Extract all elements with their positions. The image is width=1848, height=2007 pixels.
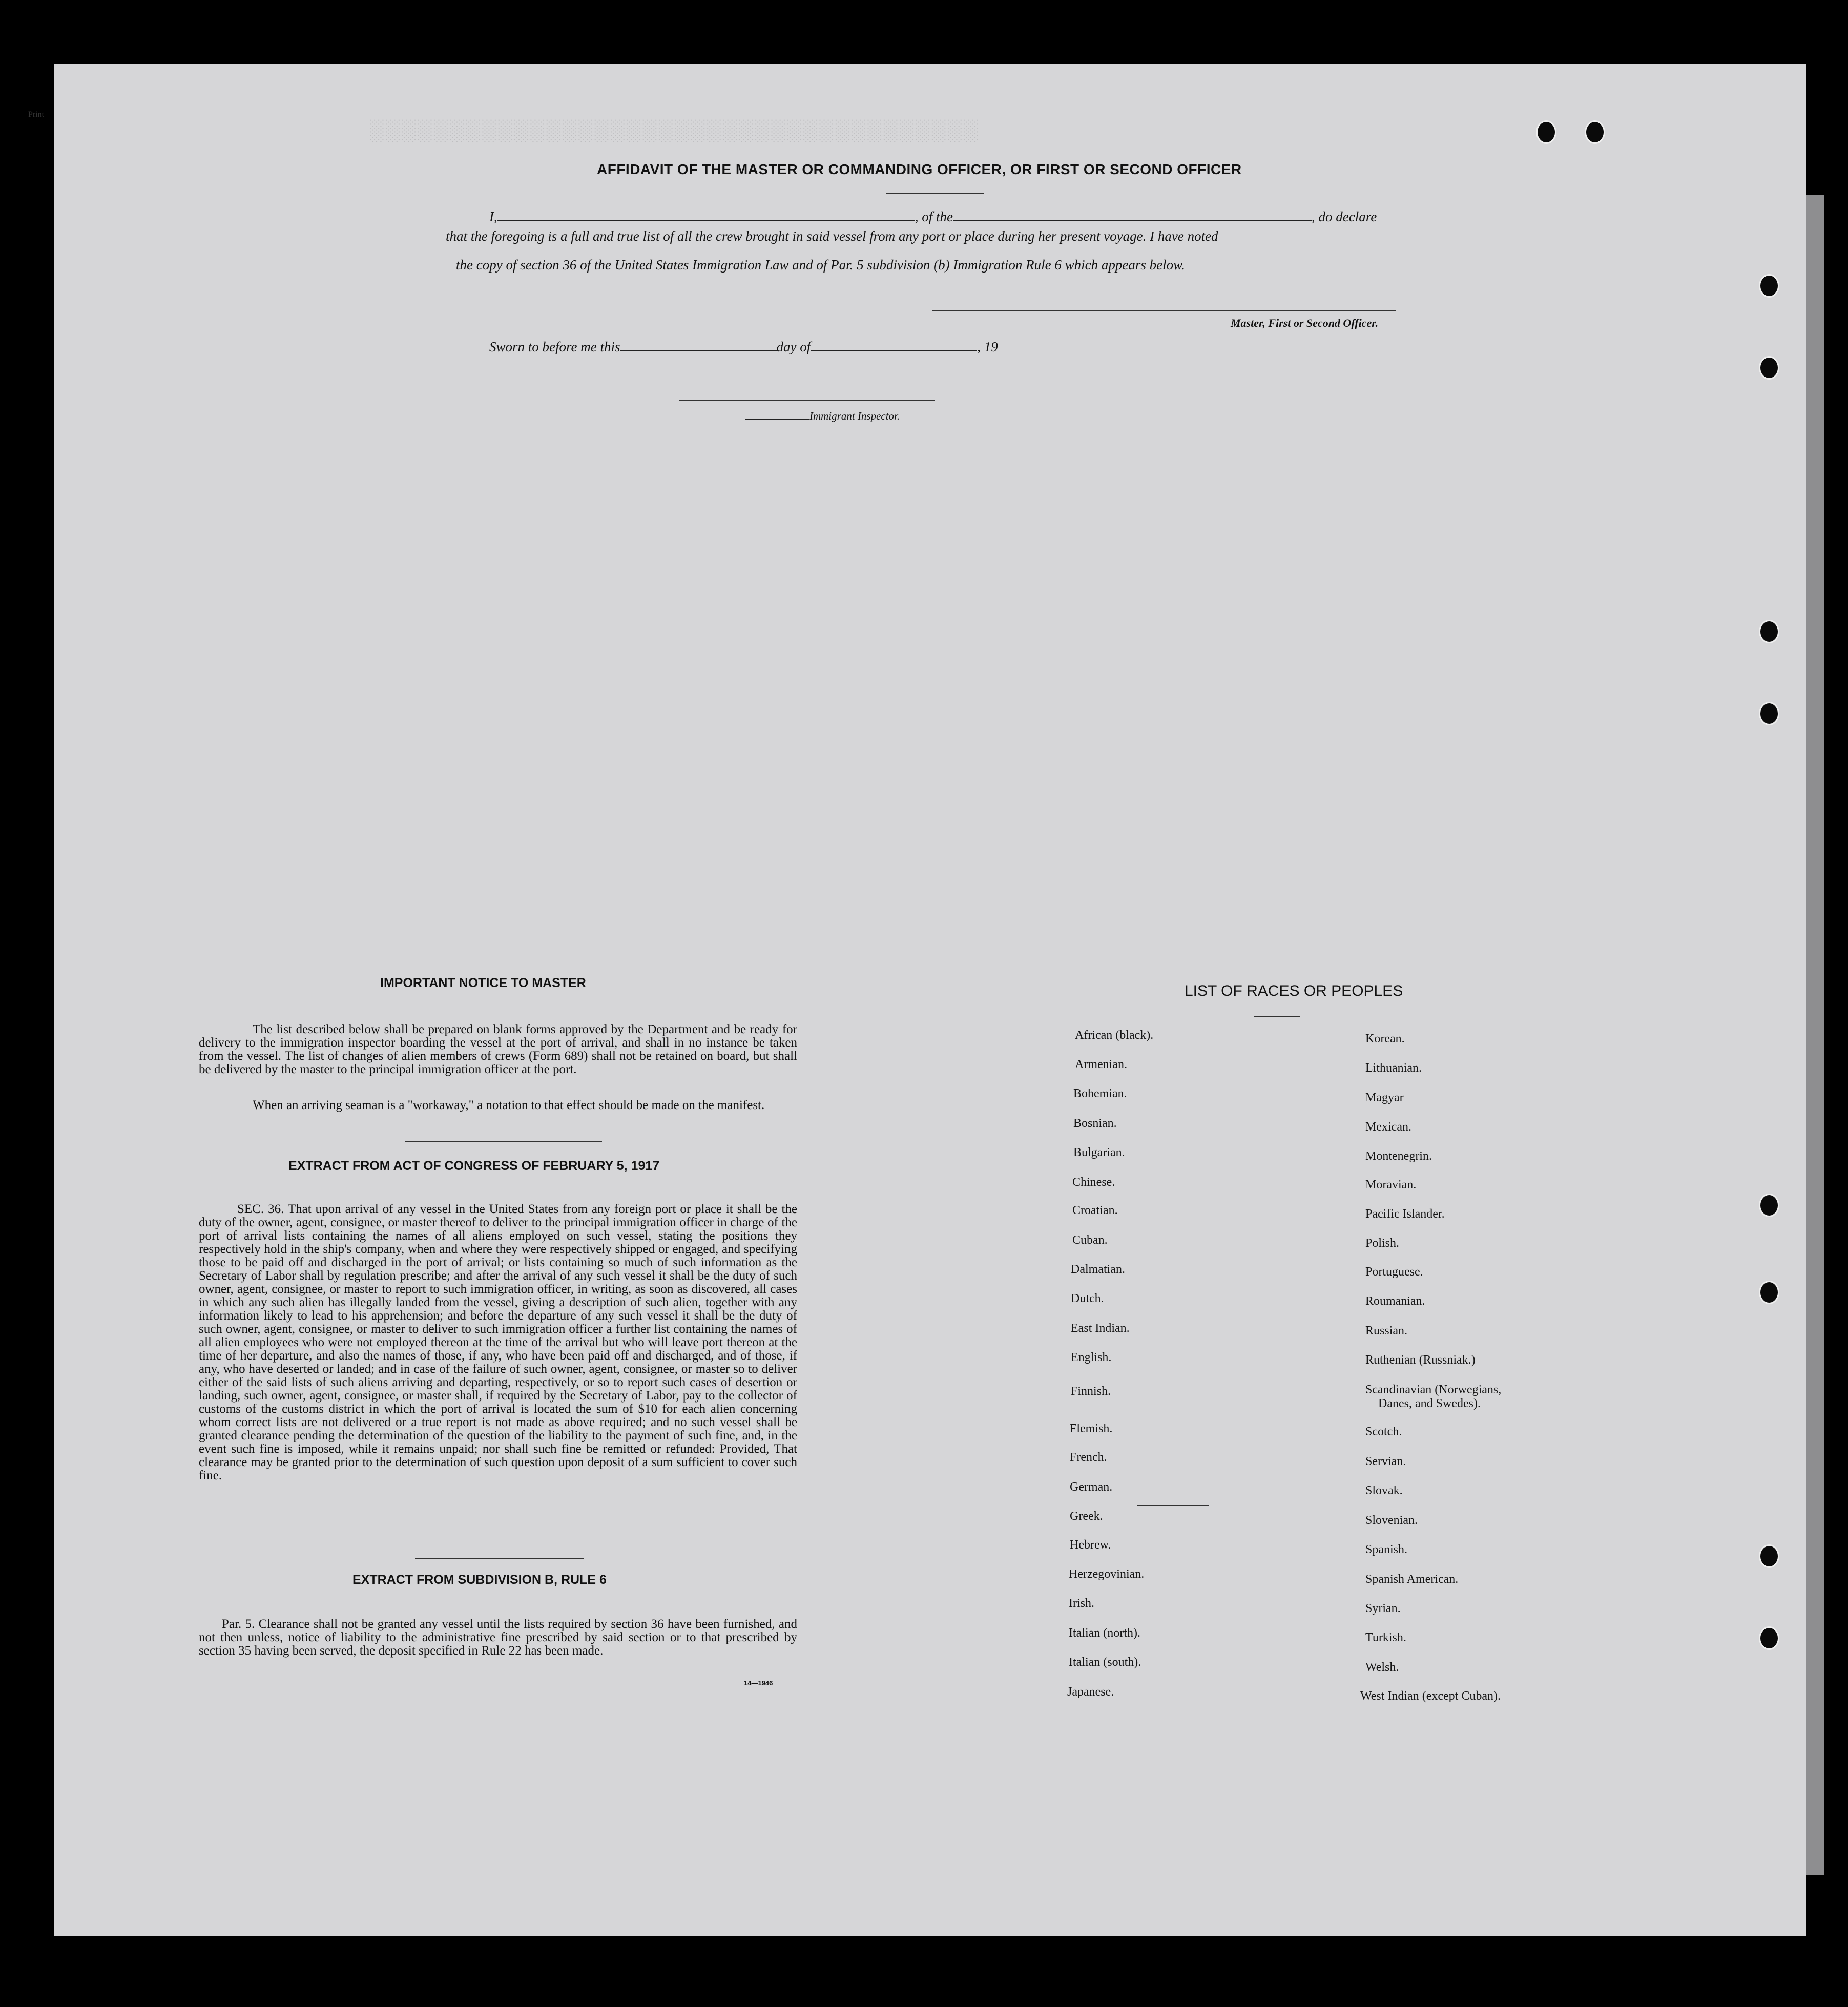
binder-hole-icon <box>1759 702 1779 725</box>
race-item: Japanese. <box>1067 1685 1114 1699</box>
race-item: German. <box>1070 1480 1113 1494</box>
bleed-through-text: ░░░░░░░░░░░░░░░░░░░░░░░░░░░░░░░░░░░░░░ <box>369 118 979 141</box>
sworn-month-field[interactable] <box>811 350 977 351</box>
race-item: West Indian (except Cuban). <box>1360 1689 1501 1703</box>
form-number: 14—1946 <box>744 1679 773 1687</box>
race-item: Hebrew. <box>1070 1538 1111 1552</box>
races-heading: LIST OF RACES OR PEOPLES <box>1185 982 1403 999</box>
race-item: English. <box>1071 1351 1112 1364</box>
do-declare-label: , do declare <box>1312 209 1377 224</box>
act-extract-text: SEC. 36. That upon arrival of any vessel in the United States from any foreign port or place it shall be the duty of the owner, agent, consignee, or master thereof to deliver to the principal immigration officer in charge of the port of arrival lists containing the names of all aliens employed on such vessel, stating the positions they respectively hold in the ship's company, when and where they were respectively shipped or engaged, and specifying those to be paid off and discharged in the port of arrival; or lists containing so much of such information as the Secretary of Labor shall by regulation prescribe; and after the arrival of any such vessel it shall be the duty of such owner, agent, consignee, or master to report to such immigration officer, in writing, as soon as discovered, all cases in which any such alien has illegally landed from the vessel, giving a description of such alien, together with any information likely to lead to his apprehension; and before the departure of any such vessel it shall be the duty of such owner, agent, consignee, or master to deliver to such immigration officer a further list containing the names of all alien employees who were not employed thereon at the time of the arrival but who will leave port thereon at the time of her departure, and also the names of those, if any, who have been paid off and discharged, and of those, if any, who have deserted or landed; and in case of the failure of such owner, agent, consignee, or master so to deliver either of the said lists of such aliens arriving and departing, respectively, or so to report such cases of desertion or landing, such owner, agent, consignee, or master shall, if required by the Secretary of Labor, pay to the collector of customs of the customs district in which the port of arrival is located the sum of $10 for each alien concerning whom correct lists are not delivered or a true report is not made as above required; and no such vessel shall be granted clearance pending the determination of the question of the liability to the payment of such fine, and, in the event such fine is imposed, while it remains unpaid; nor shall such fine be remitted or refunded: Provided, That clearance may be granted prior to the determination of such question upon deposit of a sum sufficient to cover such fine. <box>199 1202 797 1482</box>
of-the-label: , of the <box>915 209 953 224</box>
declarant-prefix: I, <box>489 209 497 224</box>
declaration-line-2: that the foregoing is a full and true list of all the crew brought in said vessel from any port or place during her present voyage. I have noted <box>446 228 1218 244</box>
race-item: East Indian. <box>1071 1322 1130 1335</box>
notice-paragraph-1: The list described below shall be prepared on blank forms approved by the Department and be ready for delivery to the immigration inspector boarding the vessel at the port of arrival, and shall in no instance be taken from the vessel. The list of changes of alien members of crews (Form 689) shall not be retained on board, but shall be delivered by the master to the principal immigration officer at the port. <box>199 1022 797 1076</box>
divider <box>405 1141 602 1142</box>
signature-line[interactable] <box>932 310 1396 311</box>
notice-heading: IMPORTANT NOTICE TO MASTER <box>380 976 586 990</box>
race-item: Spanish American. <box>1365 1573 1459 1586</box>
adjacent-page-edge <box>1806 195 1824 1875</box>
inspector-caption <box>745 410 900 423</box>
race-item: Slovak. <box>1365 1484 1403 1497</box>
race-item: Mexican. <box>1365 1120 1411 1134</box>
race-item: Russian. <box>1365 1324 1408 1337</box>
divider <box>1254 1016 1300 1017</box>
sworn-prefix: Sworn to before me this <box>489 339 620 354</box>
race-item: Polish. <box>1365 1237 1400 1250</box>
race-item: Scandinavian (Norwegians, <box>1365 1383 1502 1396</box>
declaration-line-3: the copy of section 36 of the United States Immigration Law and of Par. 5 subdivision (b) Immigration Rule 6 which appears below. <box>456 257 1185 273</box>
inspector-caption-text: Immigrant Inspector. <box>809 410 900 422</box>
day-of-label: day of <box>776 339 811 354</box>
race-item: Roumanian. <box>1365 1294 1425 1308</box>
binder-hole-icon <box>1585 120 1605 144</box>
race-item: Portuguese. <box>1365 1265 1423 1279</box>
act-extract-heading: EXTRACT FROM ACT OF CONGRESS OF FEBRUARY 5, 1917 <box>288 1159 660 1173</box>
binder-hole-icon <box>1759 274 1779 298</box>
race-item: Croatian. <box>1072 1204 1118 1217</box>
binder-hole-icon <box>1759 1281 1779 1304</box>
race-item: Magyar <box>1365 1091 1404 1104</box>
race-item: Herzegovinian. <box>1069 1567 1145 1581</box>
race-item: Finnish. <box>1071 1385 1111 1398</box>
race-item: Italian (north). <box>1069 1626 1140 1640</box>
signature-caption: Master, First or Second Officer. <box>1231 317 1379 329</box>
declaration-line-1 <box>489 209 1377 225</box>
declarant-name-field[interactable] <box>497 220 915 221</box>
binder-hole-icon <box>1759 356 1779 380</box>
race-item: Irish. <box>1069 1597 1094 1610</box>
vessel-name-field[interactable] <box>953 220 1312 221</box>
year-prefix: , 19 <box>977 339 998 354</box>
race-item: Flemish. <box>1070 1422 1113 1435</box>
binder-hole-icon <box>1759 620 1779 643</box>
race-item: Danes, and Swedes). <box>1378 1397 1481 1410</box>
race-item: Korean. <box>1365 1032 1405 1046</box>
race-item: Bosnian. <box>1073 1117 1117 1130</box>
race-item: Servian. <box>1365 1455 1406 1468</box>
binder-hole-icon <box>1759 1626 1779 1650</box>
rule-extract-text: Par. 5. Clearance shall not be granted any vessel until the lists required by section 36 have been furnished, and not then unless, notice of liability to the administrative fine prescribed by said section or to that prescribed by section 35 having been served, the deposit specified in Rule 22 has been made. <box>199 1617 797 1658</box>
rule-extract-heading: EXTRACT FROM SUBDIVISION B, RULE 6 <box>352 1573 607 1587</box>
sworn-line <box>489 339 998 355</box>
race-item: Dalmatian. <box>1071 1263 1125 1276</box>
race-item: Scotch. <box>1365 1425 1402 1438</box>
race-item: Spanish. <box>1365 1543 1408 1556</box>
divider <box>415 1558 584 1559</box>
race-item: Ruthenian (Russniak.) <box>1365 1353 1476 1367</box>
race-item: Dutch. <box>1071 1292 1104 1305</box>
print-stamp: Print <box>28 110 45 119</box>
race-item: Welsh. <box>1365 1661 1399 1674</box>
race-item: Pacific Islander. <box>1365 1207 1445 1221</box>
inspector-prefix-line <box>745 418 809 420</box>
race-item: Lithuanian. <box>1365 1061 1422 1075</box>
binder-hole-icon <box>1759 1194 1779 1217</box>
binder-hole-icon <box>1759 1544 1779 1568</box>
race-item: Chinese. <box>1072 1176 1115 1189</box>
divider <box>886 193 984 194</box>
inspector-signature-line[interactable] <box>679 400 935 401</box>
race-item: Italian (south). <box>1069 1656 1141 1669</box>
race-item: Moravian. <box>1365 1178 1417 1191</box>
race-item: Cuban. <box>1072 1234 1108 1247</box>
affidavit-title: AFFIDAVIT OF THE MASTER OR COMMANDING OFFICER, OR FIRST OR SECOND OFFICER <box>597 161 1242 177</box>
race-item: Armenian. <box>1075 1058 1127 1071</box>
divider <box>1137 1505 1209 1506</box>
race-item: African (black). <box>1075 1029 1154 1042</box>
race-item: Bohemian. <box>1073 1087 1127 1100</box>
race-item: Greek. <box>1070 1510 1103 1523</box>
binder-hole-icon <box>1536 120 1556 144</box>
notice-paragraph-2: When an arriving seaman is a "workaway," a notation to that effect should be made on the manifest. <box>253 1098 765 1112</box>
race-item: Bulgarian. <box>1073 1146 1125 1159</box>
race-item: Slovenian. <box>1365 1514 1418 1527</box>
race-item: Montenegrin. <box>1365 1149 1432 1163</box>
sworn-day-field[interactable] <box>620 350 777 351</box>
race-item: French. <box>1070 1451 1107 1464</box>
race-item: Syrian. <box>1365 1602 1401 1615</box>
race-item: Turkish. <box>1365 1631 1406 1644</box>
